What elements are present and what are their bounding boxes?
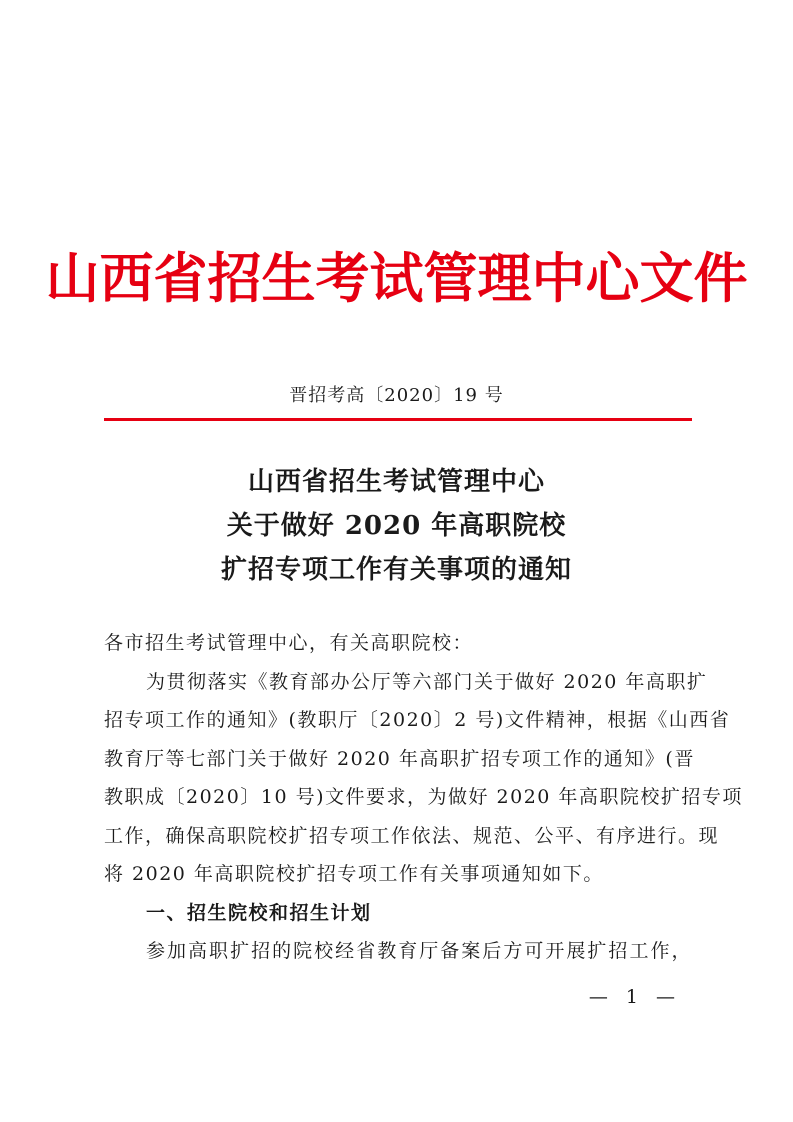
title-line-3: 扩招专项工作有关事项的通知: [220, 555, 572, 585]
paragraph-line: 工作，确保高职院校扩招专项工作依法、规范、公平、有序进行。现: [104, 824, 720, 847]
title-line-2: 关于做好 2020 年高职院校: [226, 511, 567, 541]
notice-title: [0, 460, 793, 592]
red-divider-rule: [104, 418, 692, 421]
section-heading: 一、招生院校和招生计划: [146, 901, 372, 924]
paragraph-line: 为贯彻落实《教育部办公厅等六部门关于做好 2020 年高职扩: [146, 670, 708, 693]
masthead-title: 山西省招生考试管理中心文件: [45, 246, 748, 310]
document-number: 晋招考高〔2020〕19 号: [289, 385, 504, 406]
section-paragraph-line: 参加高职扩招的院校经省教育厅备案后方可开展扩招工作，: [146, 940, 692, 962]
paragraph-line: 教育厅等七部门关于做好 2020 年高职扩招专项工作的通知》(晋: [104, 747, 695, 770]
page-number: — 1 —: [588, 986, 681, 1008]
paragraph-line: 招专项工作的通知》(教职厅〔2020〕2 号)文件精神，根据《山西省: [104, 709, 731, 731]
title-line-1: 山西省招生考试管理中心: [247, 467, 545, 497]
paragraph-line: 将 2020 年高职院校扩招专项工作有关事项通知如下。: [104, 863, 604, 885]
paragraph-line: 教职成〔2020〕10 号)文件要求，为做好 2020 年高职院校扩招专项: [104, 786, 743, 808]
salutation: 各市招生考试管理中心，有关高职院校：: [104, 632, 474, 654]
body-text: [104, 624, 743, 971]
